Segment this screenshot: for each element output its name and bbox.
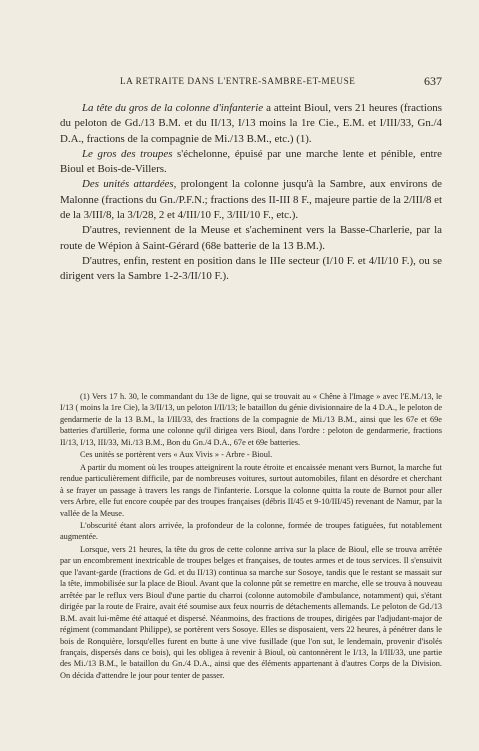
paragraph-1-lead: La tête du gros de la colonne d'infanterie — [82, 102, 264, 114]
paragraph-2-lead: Le gros des troupes — [82, 147, 173, 160]
paragraph-1-body: a atteint Bioul, vers 21 heures (fractions du peloton de Gd./13 B.M. et du II/13, I/13 moins la 1re Cie., E.M. et I/III/33, Gn./4 D.A., fractions de la compagnie de Mi./13 B.M., etc.) (1). — [60, 102, 442, 145]
paragraph-3-body: prolongent la colonne jusqu'à la Sambre, aux environs de Malonne (fractions du Gn./P.F.N.; fractions des II-III 8 F., majeure partie de la 2/III/8 et de la 3/III/8, la 3/I/28, 2 et 4/III/10 F., 3/III/10 F., etc.). — [60, 178, 443, 222]
page-header — [60, 76, 442, 90]
footnote-1: (1) Vers 17 h. 30, le commandant du 13e de ligne, qui se trouvait au « Chêne à l'Image » avec l'E.M./13, le I/13 ( moins la 1re Cie), la 3/II/13, un peloton I/II/13; le bataillon du génie divisionnaire de la 4 D.A., le peloton de gendarmerie de la 13 B.M., la I/III/33, des fractions de la compagnie de Mi./13 B.M., ainsi que les 67e et 69e batteries d'artillerie, forma une colonne qu'il dirigea vers Bioul, dans l'ordre : peloton de gendarmerie, fractions II/13, I/13, III/33, Mi./13 B.M., Bon du Gn./4 D.A., 67e et 69e batteries. — [60, 392, 442, 447]
running-title: LA RETRAITE DANS L'ENTRE-SAMBRE-ET-MEUSE — [120, 76, 356, 86]
paragraph-2 — [60, 147, 442, 178]
footnote-paragraph-3: A partir du moment où les troupes atteignirent la route étroite et encaissée menant vers Burnot, la marche fut rendue particulièrement difficile, par de nombreuses voitures, surtout automobiles, filant en désordre et cherchant à se frayer un passage à travers les rangs de l'infanterie. Lorsque la colonne quitta la route de Burnot pour aller vers Arbre, elle fut encore coupée par des troupes françaises (débris II/45 et 9-10/III/45) revenant de Namur, par la vallée de la Meuse. — [60, 462, 442, 518]
footnotes — [60, 391, 442, 681]
footnote-paragraph-4: L'obscurité étant alors arrivée, la profondeur de la colonne, formée de troupes fatiguées, fut notablement augmentée. — [60, 520, 442, 542]
footnote-paragraph-2: Ces unités se portèrent vers « Aux Vivis » - Arbre - Bioul. — [80, 450, 273, 460]
paragraph-5: D'autres, enfin, restent en position dans le IIIe secteur (I/10 F. et 4/II/10 F.), ou se dirigent vers la Sambre 1-2-3/II/10 F.). — [60, 254, 442, 283]
paragraph-3-lead: Des unités attardées, — [82, 178, 177, 191]
footnote-paragraph-5: Lorsque, vers 21 heures, la tête du gros de cette colonne arriva sur la place de Bioul, elle se trouva arrêtée par un encombrement inextricable de troupes belges et françaises, de toutes armes et de tous services. Il s'ensuivit que l'avant-garde (fractions de Gd. et du II/13) continua sa marche sur Sosoye, tandis que le restant se massait sur la tête, immobilisée sur la place de Bioul. Avant que la colonne pût se remettre en marche, elle se trouva à nouveau arrêtée par le reflux vers Bioul d'une partie du charroi (colonne automobile d'ambulance, notamment) qui, s'étant dirigée par la route de Fraire, avait été soumise aux feux nourris de détachements allemands. Le peloton de Gd./13 B.M. avait lui-même été attaqué et dispersé. Néanmoins, des fractions de troupes, dirigées par l'adjudant-major de régiment (commandant Philippe), se portèrent vers Sosoye. Elles se disposaient, vers 22 heures, à pénétrer dans le bois de Ronquière, lorsqu'elles furent en butte à une vive fusillade (que l'on sut, le lendemain, provenir d'isolés français, dispersés dans ce bois), qui les obligea à revenir à Bioul, où cantonnèrent le I/13, la I/III/33, une partie des Mi./13 B.M., le bataillon du Gn./4 D.A., ainsi que des éléments appartenant à d'autres Corps de la Division. On décida d'attendre le jour pour tenter de passer. — [60, 544, 442, 680]
paragraph-4: D'autres, reviennent de la Meuse et s'acheminent vers la Basse-Charlerie, par la route de Wépion à Saint-Gérard (68e batterie de la 13 B.M.). — [60, 224, 442, 252]
main-text — [60, 101, 442, 285]
paragraph-2-body: s'échelonne, épuisé par une marche lente et pénible, entre Bioul et Bois-de-Villers. — [60, 147, 442, 176]
page-number: 637 — [424, 74, 442, 88]
paragraph-1 — [60, 101, 442, 147]
paragraph-3 — [60, 177, 442, 223]
